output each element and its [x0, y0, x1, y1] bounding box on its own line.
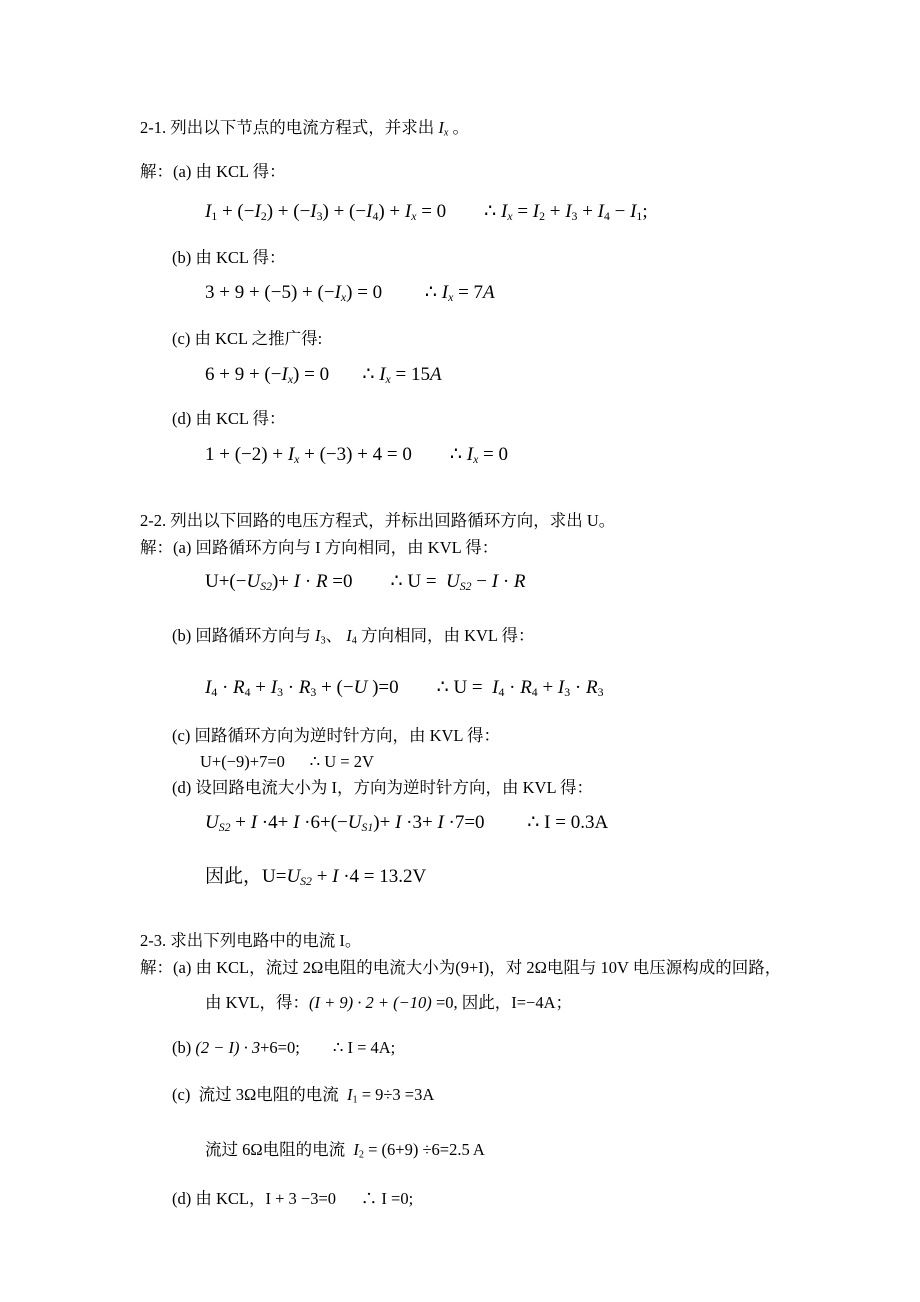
text-segment: · [300, 571, 316, 593]
equation-2-3d [172, 1186, 830, 1212]
text-segment: (d) 设回路电流大小为 I，方向为逆时针方向，由 KVL 得： [172, 777, 594, 797]
text-segment: 1 + (−2) + [205, 444, 288, 466]
problem-2-1-title [140, 115, 830, 147]
text-segment: ) + (− [266, 200, 311, 222]
math-segment: (I + 9) · 2 + (−10) [309, 992, 432, 1012]
math-segment: U [205, 811, 219, 833]
equation-2-3a [205, 990, 830, 1016]
text-segment: · [282, 676, 299, 698]
text-segment: U+(− [205, 571, 247, 593]
text-segment: 6 + 9 + (− [205, 364, 282, 386]
math-segment: S1 [361, 820, 374, 834]
math-segment: U [446, 571, 460, 593]
problem-2-3-title [140, 928, 830, 954]
math-segment: R [520, 676, 532, 698]
text-segment: ·6+(− [299, 811, 348, 833]
math-segment: I [441, 282, 449, 304]
text-segment: + (− [217, 200, 255, 222]
text-segment: · [498, 571, 514, 593]
math-segment: x [294, 453, 300, 467]
text-segment: 解：(a) 回路循环方向与 I 方向相同，由 KVL 得： [140, 538, 499, 558]
math-segment: I [205, 200, 212, 222]
math-segment: I [395, 811, 402, 833]
equation-2-3b [172, 1035, 830, 1061]
text-segment: = 0 ∴ [416, 200, 501, 222]
text-segment: 方向相同，由 KVL 得： [356, 626, 535, 646]
text-segment: ) + (− [322, 200, 367, 222]
text-segment: = (6+9) ÷6=2.5 A [364, 1140, 485, 1160]
math-segment: 4 [603, 209, 610, 223]
math-segment: 4 [211, 685, 218, 699]
text-segment: 2-1. 列出以下节点的电流方程式，并求出 [140, 118, 439, 137]
text-segment: = 7 [453, 282, 484, 304]
equation-2-2a [205, 568, 830, 601]
math-segment: I [334, 282, 341, 304]
math-segment: x [411, 209, 417, 223]
text-segment: + (−3) + 4 = 0 ∴ [299, 444, 467, 466]
math-segment: I [557, 676, 565, 698]
math-segment: A [483, 282, 495, 304]
text-segment: ) = 0 ∴ [293, 364, 380, 386]
math-segment: I [437, 811, 444, 833]
equation-2-2c [200, 749, 830, 775]
math-segment: 3 [310, 685, 317, 699]
text-segment: =0 ∴ U = [327, 571, 447, 593]
math-segment: R [513, 571, 526, 593]
math-segment: R [585, 676, 598, 698]
math-segment: 1 [352, 1094, 358, 1106]
math-segment: I [281, 364, 288, 386]
math-segment: (2 − I) · 3 [195, 1037, 261, 1057]
text-segment: 2-2. 列出以下回路的电压方程式，并标出回路循环方向，求出 U。 [140, 511, 616, 531]
math-segment: 3 [564, 685, 571, 699]
equation-2-2d [205, 809, 830, 842]
text-segment: − [609, 200, 631, 222]
text-segment: 因此，U= [205, 865, 287, 887]
conclusion-2-2d [205, 863, 830, 896]
equation-2-1b [205, 279, 830, 312]
text-segment: (d) 由 KCL 得： [172, 409, 286, 429]
text-segment: 3 + 9 + (−5) + (− [205, 282, 335, 304]
text-segment: = [512, 200, 533, 222]
text-segment: (d) 由 KCL，I + 3 −3=0 ∴ I =0; [172, 1188, 414, 1208]
math-segment: R [233, 676, 245, 698]
text-segment: ·4 = 13.2V [338, 865, 427, 887]
equation-2-1a [205, 198, 830, 231]
solution-2-2a-label [140, 535, 830, 561]
solution-2-2c-label [172, 723, 830, 749]
math-segment: I [630, 200, 637, 222]
math-segment: 1 [636, 209, 643, 223]
math-segment: x [340, 291, 347, 305]
math-segment: 2 [358, 1149, 364, 1161]
math-segment: x [287, 373, 294, 387]
solution-2-2b-label [172, 623, 830, 655]
solution-2-1c-label [172, 326, 830, 352]
text-segment: 。 [448, 118, 470, 137]
solution-2-1d-label [172, 406, 830, 432]
text-segment: 解：(a) 由 KCL 得： [140, 161, 286, 181]
math-segment: I [293, 811, 300, 833]
math-segment: R [298, 676, 311, 698]
text-segment: )+ [271, 571, 294, 593]
math-segment: 3 [277, 685, 283, 699]
math-segment: I [250, 811, 258, 833]
text-segment: + (− [316, 676, 354, 698]
text-segment: )=0 ∴ U = [367, 676, 493, 698]
math-segment: I [293, 571, 301, 593]
text-segment: (c) 流过 3Ω电阻的电流 [172, 1084, 347, 1104]
math-segment: U [353, 676, 368, 698]
math-segment: x [443, 127, 449, 139]
text-segment: (c) 回路循环方向为逆时针方向，由 KVL 得： [172, 725, 500, 745]
math-segment: 4 [498, 685, 505, 699]
text-segment: = 0 [478, 444, 509, 466]
math-segment: U [347, 811, 362, 833]
text-segment: ; [642, 200, 648, 222]
problem-2-2-title [140, 508, 830, 534]
text-segment: + [577, 200, 598, 222]
math-segment: 4 [244, 685, 251, 699]
solution-2-1a-label [140, 159, 830, 185]
equation-2-1d [205, 441, 830, 474]
math-segment: I [270, 676, 278, 698]
text-segment: =0, 因此，I=−4A； [431, 992, 573, 1012]
math-segment: x [507, 209, 513, 223]
solution-2-2d-label [172, 775, 830, 801]
math-segment: S2 [459, 580, 472, 594]
text-segment: · [570, 676, 586, 698]
math-segment: 3 [571, 209, 578, 223]
math-segment: 1 [211, 209, 218, 223]
math-segment: A [429, 364, 442, 386]
text-segment: 由 KVL，得： [205, 992, 310, 1012]
math-segment: I [254, 200, 261, 222]
equation-2-3c-2 [205, 1137, 830, 1169]
text-segment: · [504, 676, 521, 698]
text-segment: ·3+ [401, 811, 438, 833]
text-segment: ) + [378, 200, 405, 222]
math-segment: S2 [260, 580, 272, 594]
math-segment: 3 [320, 635, 326, 647]
math-segment: I [346, 1084, 353, 1104]
math-segment: I [332, 865, 339, 887]
math-segment: I [532, 200, 540, 222]
math-segment: x [385, 373, 391, 387]
text-segment: + [545, 200, 566, 222]
text-segment: )+ [373, 811, 396, 833]
text-segment: + [537, 676, 558, 698]
math-segment: I [379, 364, 386, 386]
text-segment: (b) [172, 1037, 196, 1057]
math-segment: I [597, 200, 604, 222]
math-segment: R [315, 571, 328, 593]
math-segment: S2 [300, 874, 312, 888]
text-segment: − [471, 571, 492, 593]
math-segment: I [287, 444, 295, 466]
math-segment: I [491, 571, 499, 593]
math-segment: I [353, 1140, 359, 1160]
math-segment: 2 [260, 209, 267, 223]
text-segment: +6=0; ∴ I = 4A; [260, 1037, 396, 1057]
math-segment: 4 [372, 209, 379, 223]
math-segment: I [565, 200, 572, 222]
text-segment: (c) 由 KCL 之推广得: [172, 329, 323, 349]
math-segment: S2 [218, 820, 231, 834]
math-segment: 3 [316, 209, 323, 223]
math-segment: 2 [539, 209, 545, 223]
text-segment: 、 [325, 626, 347, 646]
equation-2-2b [205, 674, 830, 707]
text-segment: ·7=0 ∴ I = 0.3A [443, 811, 609, 833]
math-segment: U [246, 571, 261, 593]
math-segment: 3 [597, 685, 604, 699]
text-segment: = 15 [390, 364, 430, 386]
math-segment: I [315, 626, 321, 646]
text-segment: = 9÷3 =3A [357, 1084, 435, 1104]
equation-2-1c [205, 361, 830, 394]
math-segment: 4 [531, 685, 538, 699]
math-segment: I [466, 444, 474, 466]
text-segment: 流过 6Ω电阻的电流 [205, 1140, 354, 1160]
math-segment: I [310, 200, 317, 222]
text-segment: U+(−9)+7=0 ∴ U = 2V [200, 751, 374, 771]
text-segment: + [311, 865, 333, 887]
text-segment: ·4+ [257, 811, 294, 833]
text-segment: 解：(a) 由 KCL，流过 2Ω电阻的电流大小为(9+I)，对 2Ω电阻与 10V 电压源构成的回路， [140, 957, 782, 977]
math-segment: 4 [351, 635, 357, 647]
math-segment: I [205, 676, 212, 698]
math-segment: I [346, 626, 352, 646]
math-segment: I [404, 200, 412, 222]
math-segment: I [492, 676, 499, 698]
text-segment: (b) 由 KCL 得： [172, 248, 286, 268]
math-segment: U [286, 865, 301, 887]
text-segment: (b) 回路循环方向与 [172, 626, 315, 646]
math-segment: I [438, 118, 444, 137]
text-segment: 2-3. 求出下列电路中的电流 I。 [140, 930, 362, 950]
equation-2-3c-1 [172, 1082, 830, 1114]
text-segment: + [250, 676, 271, 698]
math-segment: x [448, 291, 454, 305]
math-segment: I [501, 200, 508, 222]
math-segment: I [366, 200, 373, 222]
text-segment: + [230, 811, 251, 833]
text-segment: · [217, 676, 234, 698]
solution-2-3a-label [140, 955, 830, 981]
math-segment: x [473, 453, 479, 467]
solution-2-1b-label [172, 245, 830, 271]
text-segment: ) = 0 ∴ [346, 282, 442, 304]
